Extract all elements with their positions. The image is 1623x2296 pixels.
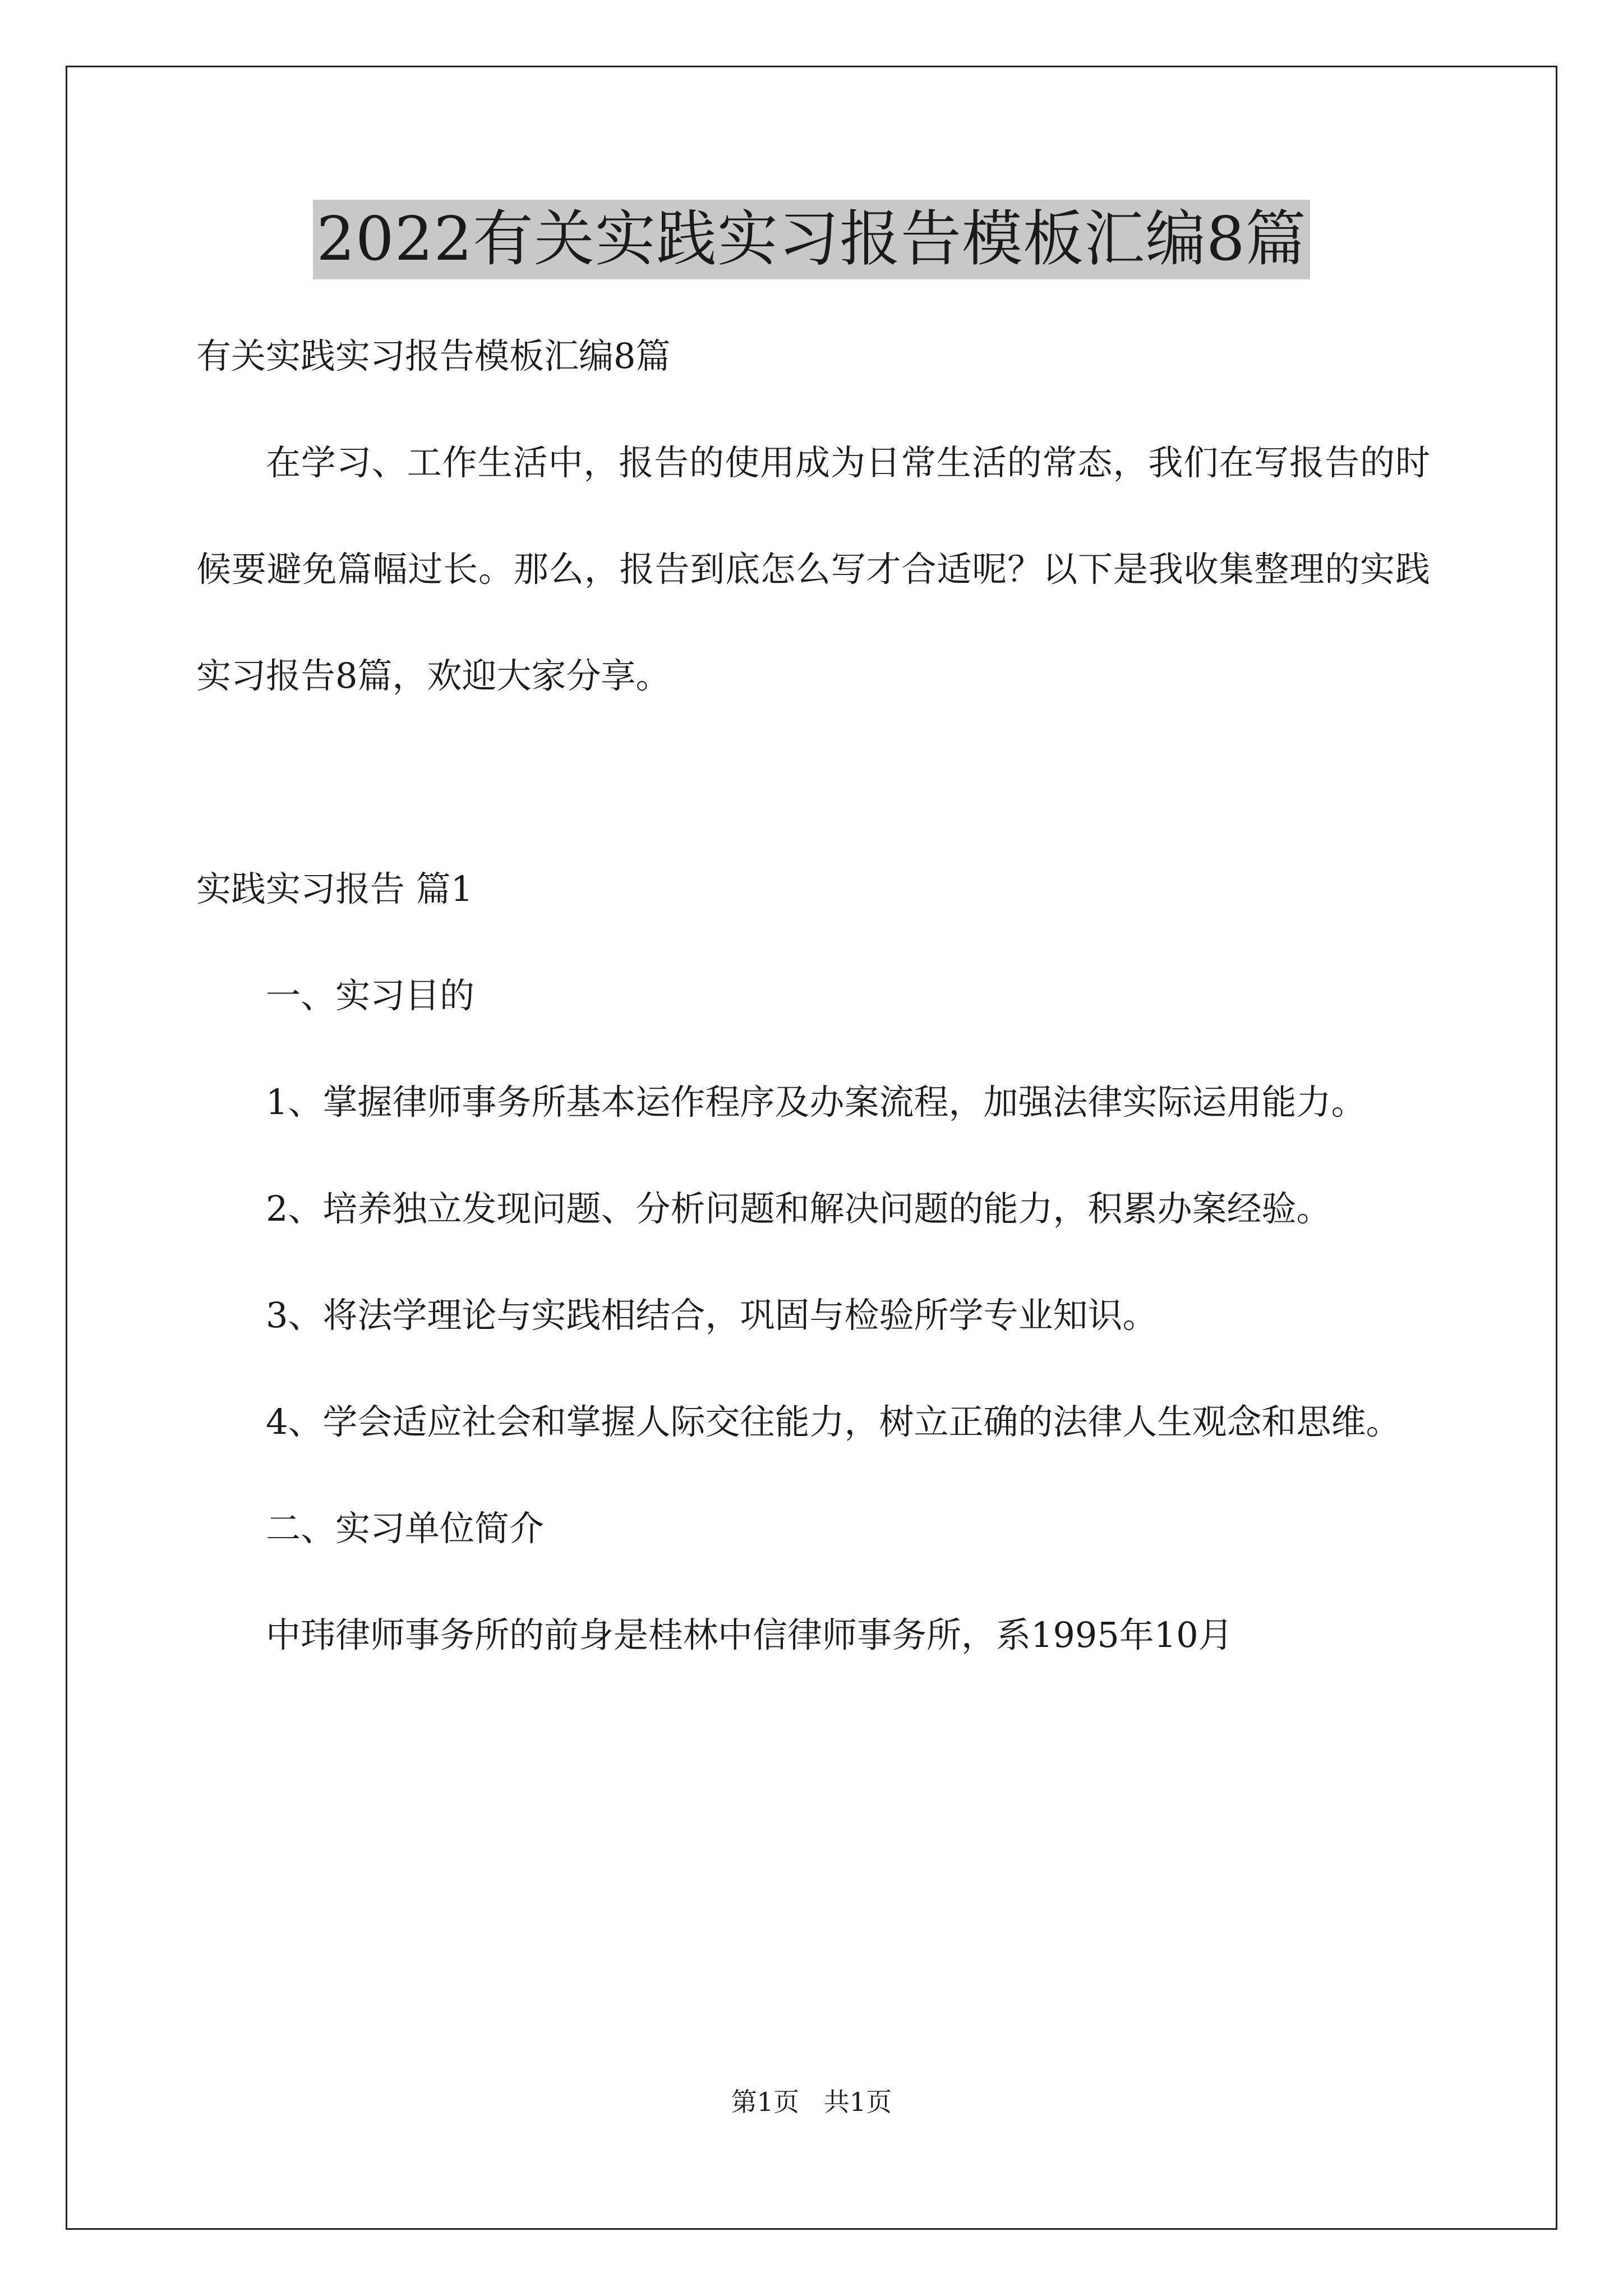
purpose-item-4: 4、学会适应社会和掌握人际交往能力，树立正确的法律人生观念和思维。 xyxy=(266,1401,1401,1442)
purpose-item-3: 3、将法学理论与实践相结合，巩固与检验所学专业知识。 xyxy=(266,1295,1158,1336)
title-container xyxy=(0,200,1623,279)
purpose-item-1: 1、掌握律师事务所基本运作程序及办案流程，加强法律实际运用能力。 xyxy=(266,1082,1366,1122)
document-title: 2022有关实践实习报告模板汇编8篇 xyxy=(313,200,1310,279)
document-subtitle: 有关实践实习报告模板汇编8篇 xyxy=(196,335,671,376)
heading-unit-intro: 二、实习单位简介 xyxy=(266,1508,545,1549)
section-heading: 实践实习报告 篇1 xyxy=(196,868,473,909)
intro-paragraph: 在学习、工作生活中，报告的使用成为日常生活的常态，我们在写报告的时候要避免篇幅过长。那么，报告到底怎么写才合适呢？以下是我收集整理的实践实习报告8篇，欢迎大家分享。 xyxy=(196,442,1430,696)
unit-intro-paragraph: 中玮律师事务所的前身是桂林中信律师事务所，系1995年10月 xyxy=(266,1614,1233,1655)
document-body xyxy=(196,303,1430,1688)
purpose-item-2: 2、培养独立发现问题、分析问题和解决问题的能力，积累办案经验。 xyxy=(266,1188,1331,1229)
page-footer: 第1页 共1页 xyxy=(731,2087,892,2117)
heading-internship-purpose: 一、实习目的 xyxy=(266,975,475,1016)
